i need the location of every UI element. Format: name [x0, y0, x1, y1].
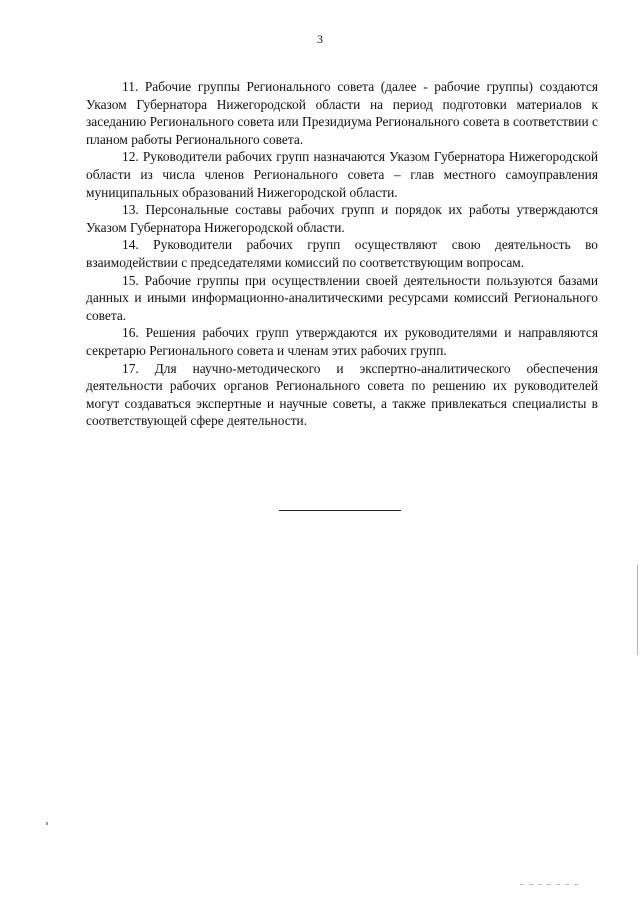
paragraph-14: 14. Руководители рабочих групп осуществляют свою деятельность во взаимодействии с председателями комиссий по соответствующим вопросам. [86, 237, 598, 270]
scan-edge-artifact [637, 565, 638, 655]
paragraph-17: 17. Для научно-методического и экспертно-аналитического обеспечения деятельности рабочих органов Регионального совета по решению их руководителей могут создаваться экспертные и научные советы, а также привлекаться специалисты в соответствующей сфере деятельности. [86, 360, 598, 429]
paragraph-11: 11. Рабочие группы Регионального совета (далее - рабочие группы) создаются Указом Губернатора Нижегородской области на период подготовки материалов к заседанию Регионального совета или Президиума Регионального совета в соответствии с планом работы Регионального совета. [86, 79, 598, 147]
scan-artifact-bottom [520, 884, 580, 885]
end-of-document-rule [279, 510, 401, 511]
paragraph-13: 13. Персональные составы рабочих групп и порядок их работы утверждаются Указом Губернатора Нижегородской области. [86, 202, 598, 235]
document-body [86, 78, 598, 430]
scan-artifact [46, 822, 48, 825]
paragraph-15: 15. Рабочие группы при осуществлении своей деятельности пользуются базами данных и иными информационно-аналитическими ресурсами комиссий Регионального совета. [86, 272, 598, 323]
page-number: 3 [317, 32, 323, 46]
paragraph-12: 12. Руководители рабочих групп назначаются Указом Губернатора Нижегородской области из числа членов Регионального совета – глав местного самоуправления муниципальных образований Нижегородской области. [86, 149, 598, 200]
paragraph-16: 16. Решения рабочих групп утверждаются их руководителями и направляются секретарю Регионального совета и членам этих рабочих групп. [86, 325, 598, 358]
